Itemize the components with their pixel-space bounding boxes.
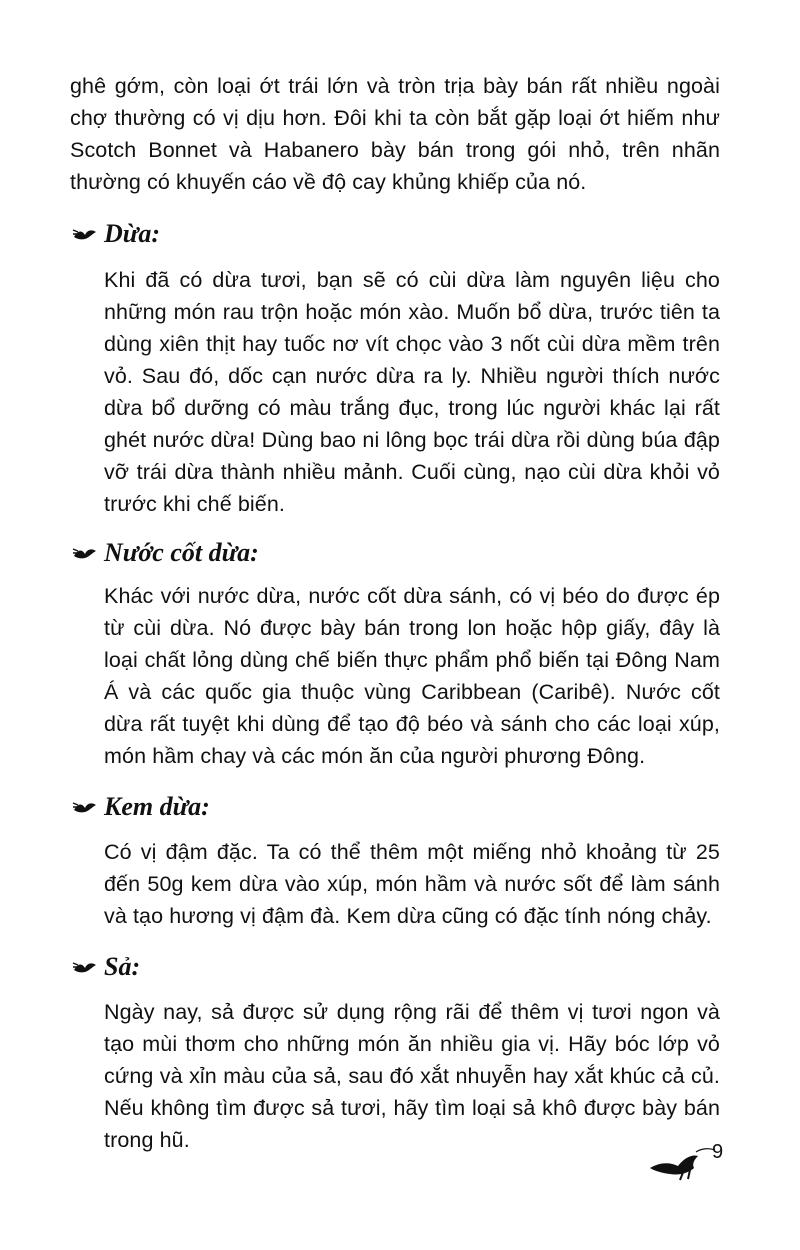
section-heading-kem-dua — [72, 791, 210, 823]
section-heading-dua — [72, 218, 160, 250]
leaf-ornament-icon — [72, 959, 98, 975]
page-number: 9 — [712, 1141, 724, 1163]
leaf-ornament-icon — [72, 226, 98, 242]
leaf-ornament-icon — [72, 799, 98, 815]
intro-paragraph: ghê gớm, còn loại ớt trái lớn và tròn trịa bày bán rất nhiều ngoài chợ thường có vị dịu hơn. Đôi khi ta còn bắt gặp loại ớt hiếm như Scotch Bonnet và Habanero bày bán trong gói nhỏ, trên nhãn thường có khuyến cáo về độ cay khủng khiếp của nó. — [70, 74, 720, 194]
section-body-kem-dua: Có vị đậm đặc. Ta có thể thêm một miếng nhỏ khoảng từ 25 đến 50g kem dừa vào xúp, món hầm và nước sốt để làm sánh và tạo hương vị đậm đà. Kem dừa cũng có đặc tính nóng chảy. — [104, 840, 720, 928]
section-heading-text: Dừa: — [104, 219, 161, 248]
section-body-nuoc-cot-dua: Khác với nước dừa, nước cốt dừa sánh, có vị béo do được ép từ cùi dừa. Nó được bày bán trong lon hoặc hộp giấy, đây là loại chất lỏng dùng chế biến thực phẩm phổ biến tại Đông Nam Á và các quốc gia thuộc vùng Caribbean (Caribê). Nước cốt dừa rất tuyệt khi dùng để tạo độ béo và sánh cho các loại xúp, món hầm chay và các món ăn của người phương Đông. — [104, 584, 720, 768]
section-heading-text: Sả: — [104, 952, 141, 981]
section-heading-nuoc-cot-dua — [72, 537, 259, 569]
section-body-dua: Khi đã có dừa tươi, bạn sẽ có cùi dừa làm nguyên liệu cho những món rau trộn hoặc món xào. Muốn bổ dừa, trước tiên ta dùng xiên thịt hay tuốc nơ vít chọc vào 3 nốt cùi dừa mềm trên vỏ. Sau đó, dốc cạn nước dừa ra ly. Nhiều người thích nước dừa bổ dưỡng có màu trắng đục, trong lúc người khác lại rất ghét nước dừa! Dùng bao ni lông bọc trái dừa rồi dùng búa đập vỡ trái dừa thành nhiều mảnh. Cuối cùng, nạo cùi dừa khỏi vỏ trước khi chế biến. — [104, 268, 720, 516]
leaf-ornament-icon — [72, 545, 98, 561]
bird-ornament-icon — [640, 1140, 740, 1190]
section-heading-text: Nước cốt dừa: — [104, 538, 259, 567]
section-body-sa: Ngày nay, sả được sử dụng rộng rãi để thêm vị tươi ngon và tạo mùi thơm cho những món ăn nhiều gia vị. Hãy bóc lớp vỏ cứng và xỉn màu của sả, sau đó xắt nhuyễn hay xắt khúc cả củ. Nếu không tìm được sả tươi, hãy tìm loại sả khô được bày bán trong hũ. — [104, 1000, 720, 1152]
section-heading-sa — [72, 951, 140, 983]
section-heading-text: Kem dừa: — [104, 792, 210, 821]
